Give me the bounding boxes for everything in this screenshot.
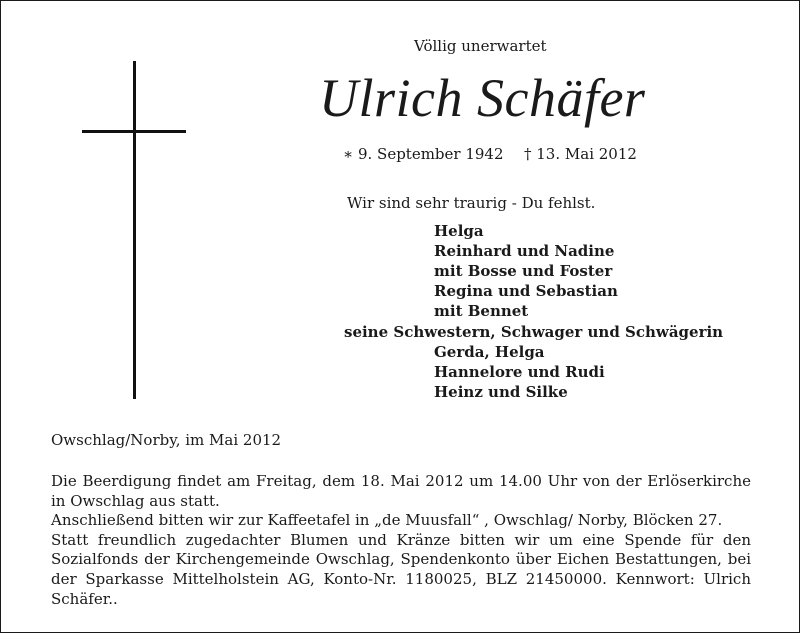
family-member: Heinz und Silke [434, 383, 568, 401]
family-member: Hannelore und Rudi [434, 363, 605, 381]
place-date: Owschlag/Norby, im Mai 2012 [51, 431, 282, 449]
donation-info: Statt freundlich zugedachter Blumen und Kränze bitten wir um eine Spende für den Sozialfonds der Kirchengemeinde Owschlag, Spendenkonto über Eichen Bestattungen, bei der Sparkasse Mittelholstein AG, Konto-Nr. 1180025, BLZ 21450000. Kennwort: Ulrich Schäfer.. [51, 530, 751, 608]
family-member: mit Bennet [434, 302, 529, 320]
coffee-info: Anschließend bitten wir zur Kaffeetafel in „de Muusfall“ , Owschlag/ Norby, Blöcken 27. [51, 511, 723, 530]
cross-icon-horizontal [82, 130, 186, 133]
family-member: Gerda, Helga [434, 343, 545, 361]
family-member: Regina und Sebastian [434, 282, 618, 300]
cross-icon-vertical [133, 61, 136, 399]
death-date: † 13. Mai 2012 [524, 145, 637, 163]
birth-date: ∗ 9. September 1942 [343, 145, 504, 163]
family-member: Reinhard und Nadine [434, 242, 615, 260]
notice-body [51, 472, 751, 609]
funeral-info: Die Beerdigung findet am Freitag, dem 18. Mai 2012 um 14.00 Uhr von der Erlöserkirche in Owschlag aus statt. [51, 472, 751, 510]
family-siblings-heading: seine Schwestern, Schwager und Schwägerin [344, 323, 724, 341]
intro-text: Völlig unerwartet [414, 37, 547, 55]
family-member: Helga [434, 222, 484, 240]
mourning-line: Wir sind sehr traurig - Du fehlst. [347, 194, 596, 212]
deceased-name: Ulrich Schäfer [319, 68, 646, 128]
family-member: mit Bosse und Foster [434, 262, 613, 280]
